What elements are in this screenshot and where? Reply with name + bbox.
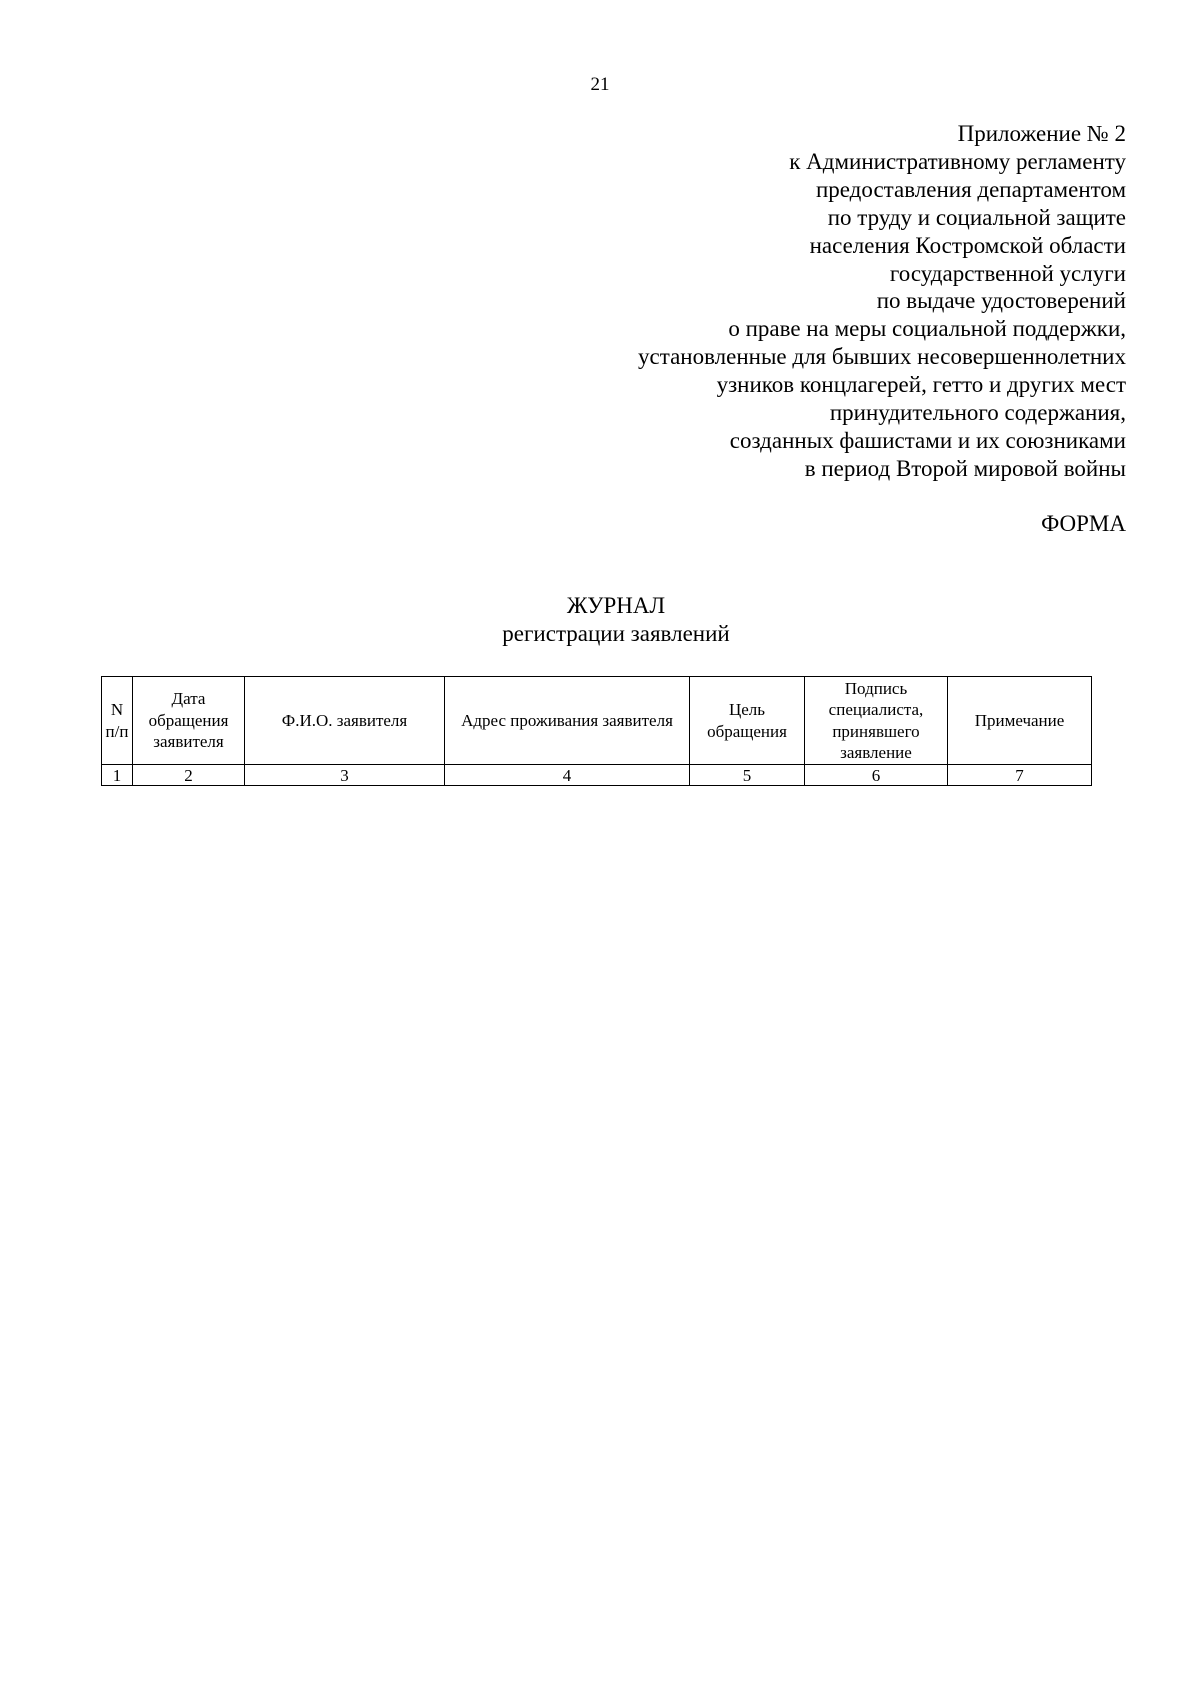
journal-subtitle: регистрации заявлений xyxy=(502,621,730,646)
header-applicant-name: Ф.И.О. заявителя xyxy=(245,677,445,765)
column-number: 6 xyxy=(805,765,948,786)
appendix-line: о праве на меры социальной поддержки, xyxy=(728,316,1126,342)
header-applicant-address: Адрес проживания заявителя xyxy=(445,677,690,765)
appendix-block xyxy=(426,120,1126,483)
appendix-line: принудительного содержания, xyxy=(829,400,1126,426)
page-number: 21 xyxy=(590,74,610,95)
registration-table xyxy=(101,676,1092,786)
appendix-line: населения Костромской области xyxy=(809,232,1126,258)
journal-title: ЖУРНАЛ xyxy=(566,593,666,618)
header-application-date: Дата обращения заявителя xyxy=(133,677,245,765)
appendix-line: к Административному регламенту xyxy=(789,148,1126,174)
appendix-line: созданных фашистами и их союзниками xyxy=(729,427,1126,453)
column-number: 1 xyxy=(102,765,133,786)
appendix-line: установленные для бывших несовершеннолетних xyxy=(638,344,1126,370)
appendix-line: по выдаче удостоверений xyxy=(876,288,1126,314)
column-number: 4 xyxy=(445,765,690,786)
header-specialist-signature: Подпись специалиста, принявшего заявление xyxy=(805,677,948,765)
column-number: 5 xyxy=(690,765,805,786)
appendix-line: Приложение № 2 xyxy=(957,121,1126,146)
appendix-line: узников концлагерей, гетто и других мест xyxy=(716,372,1126,398)
header-note: Примечание xyxy=(948,677,1092,765)
column-number: 3 xyxy=(245,765,445,786)
column-number-row xyxy=(102,765,1092,786)
form-label: ФОРМА xyxy=(1041,511,1126,536)
column-number: 7 xyxy=(948,765,1092,786)
appendix-line: предоставления департаментом xyxy=(815,176,1126,202)
appendix-line: по труду и социальной защите xyxy=(827,204,1126,230)
table-header-row xyxy=(102,677,1092,765)
column-number: 2 xyxy=(133,765,245,786)
header-purpose: Цель обращения xyxy=(690,677,805,765)
appendix-line: в период Второй мировой войны xyxy=(804,455,1126,481)
appendix-line: государственной услуги xyxy=(889,260,1126,286)
header-number: N п/п xyxy=(102,677,133,765)
